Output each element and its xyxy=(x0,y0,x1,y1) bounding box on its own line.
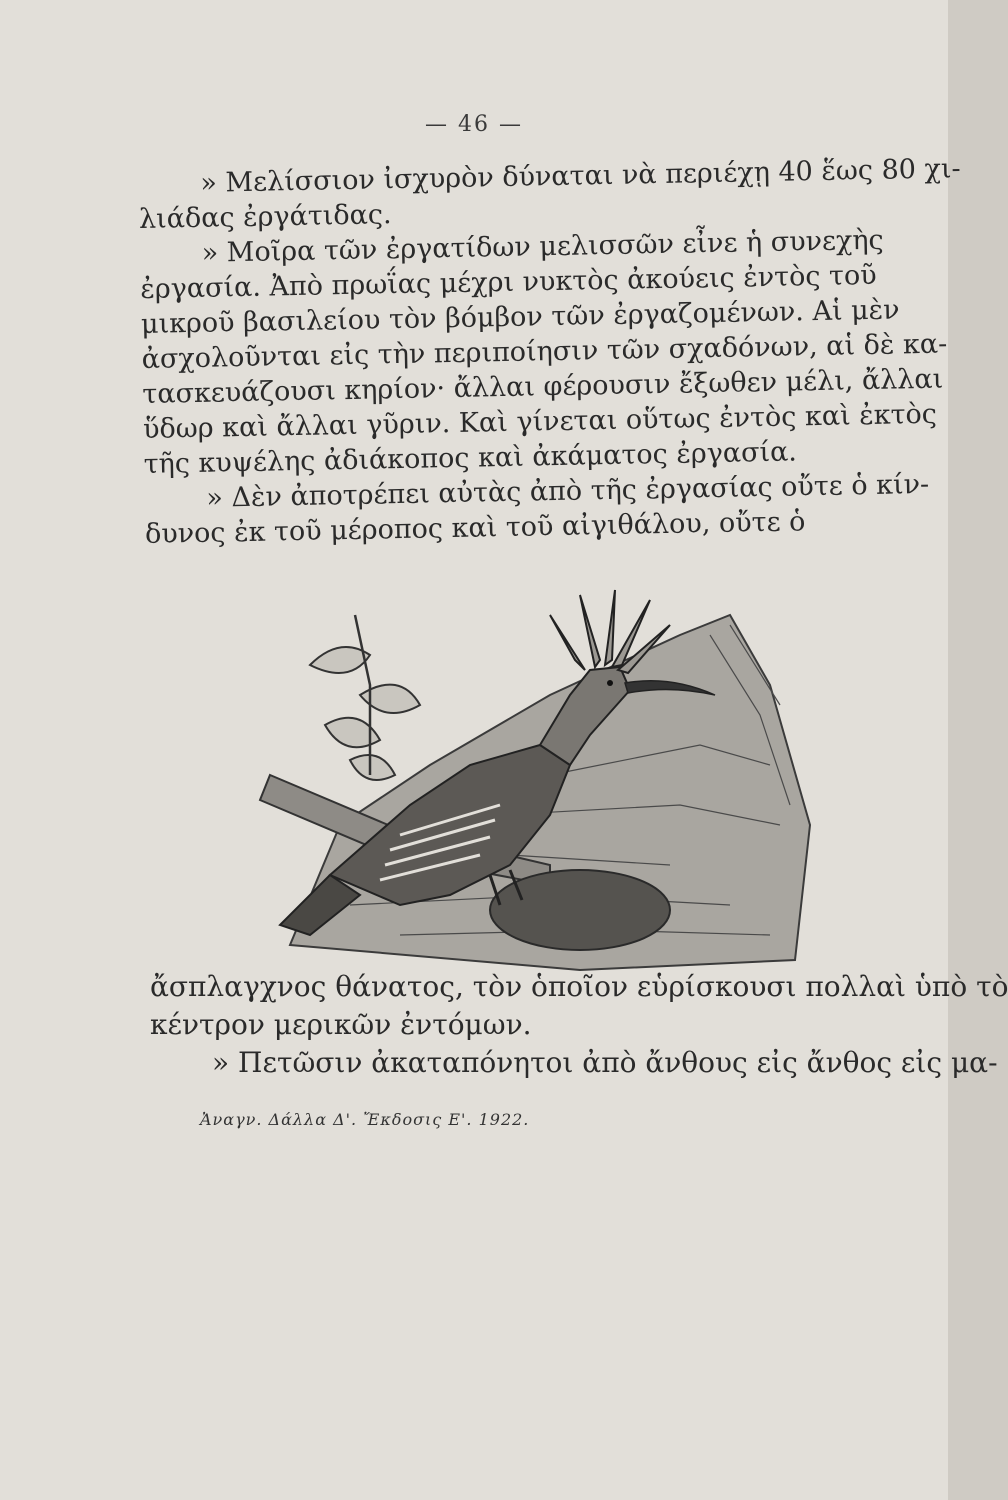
text-line: ὕδωρ καὶ ἄλλαι γῦριν. Καὶ γίνεται οὕτως ἐντὸς καὶ ἐκτὸς xyxy=(142,398,938,445)
bottom-text-block xyxy=(150,968,1008,1082)
hoopoe-illustration xyxy=(250,575,810,970)
text-line: ἄσπλαγχνος θάνατος, τὸν ὁποῖον εὑρίσκουσι πολλαὶ ὑπὸ τὸ xyxy=(150,970,1008,1003)
text-line: ἐργασία. Ἀπὸ πρωΐας μέχρι νυκτὸς ἀκούεις ἐντὸς τοῦ xyxy=(140,259,877,305)
text-line: τῆς κυψέλης ἀδιάκοπος καὶ ἀκάματος ἐργασία. xyxy=(143,436,798,480)
text-line: » Πετῶσιν ἀκαταπόνητοι ἀπὸ ἄνθους εἰς ἄνθος εἰς μα- xyxy=(212,1046,998,1079)
hoopoe-engraving xyxy=(250,575,810,970)
top-text-block xyxy=(138,152,961,552)
text-line: » Μοῖρα τῶν ἐργατίδων μελισσῶν εἶνε ἡ συνεχὴς xyxy=(201,224,884,269)
text-line: » Δὲν ἀποτρέπει αὐτὰς ἀπὸ τῆς ἐργασίας οὔτε ὁ κίν- xyxy=(206,468,930,514)
text-line: δυνος ἐκ τοῦ μέροπος καὶ τοῦ αἰγιθάλου, οὔτε ὁ xyxy=(144,506,806,550)
text-line: λιάδας ἐργάτιδας. xyxy=(138,199,392,235)
page-number: — 46 — xyxy=(425,112,523,137)
text-line: ἀσχολοῦνται εἰς τὴν περιποίησιν τῶν σχαδόνων, αἱ δὲ κα- xyxy=(141,328,948,375)
text-line: » Μελίσσιον ἰσχυρὸν δύναται νὰ περιέχῃ 40 ἕως 80 χι- xyxy=(200,153,961,199)
text-line: μικροῦ βασιλείου τὸν βόμβον τῶν ἐργαζομένων. Αἱ μὲν xyxy=(140,294,900,340)
text-line: τασκευάζουσι κηρίον· ἄλλαι φέρουσιν ἔξωθεν μέλι, ἄλλαι xyxy=(142,363,944,410)
footer-edition-note: Ἀναγν. Δάλλα Δ'. Ἔκδοσις Ε'. 1922. xyxy=(200,1110,530,1129)
text-line: κέντρον μερικῶν ἐντόμων. xyxy=(150,1008,532,1041)
